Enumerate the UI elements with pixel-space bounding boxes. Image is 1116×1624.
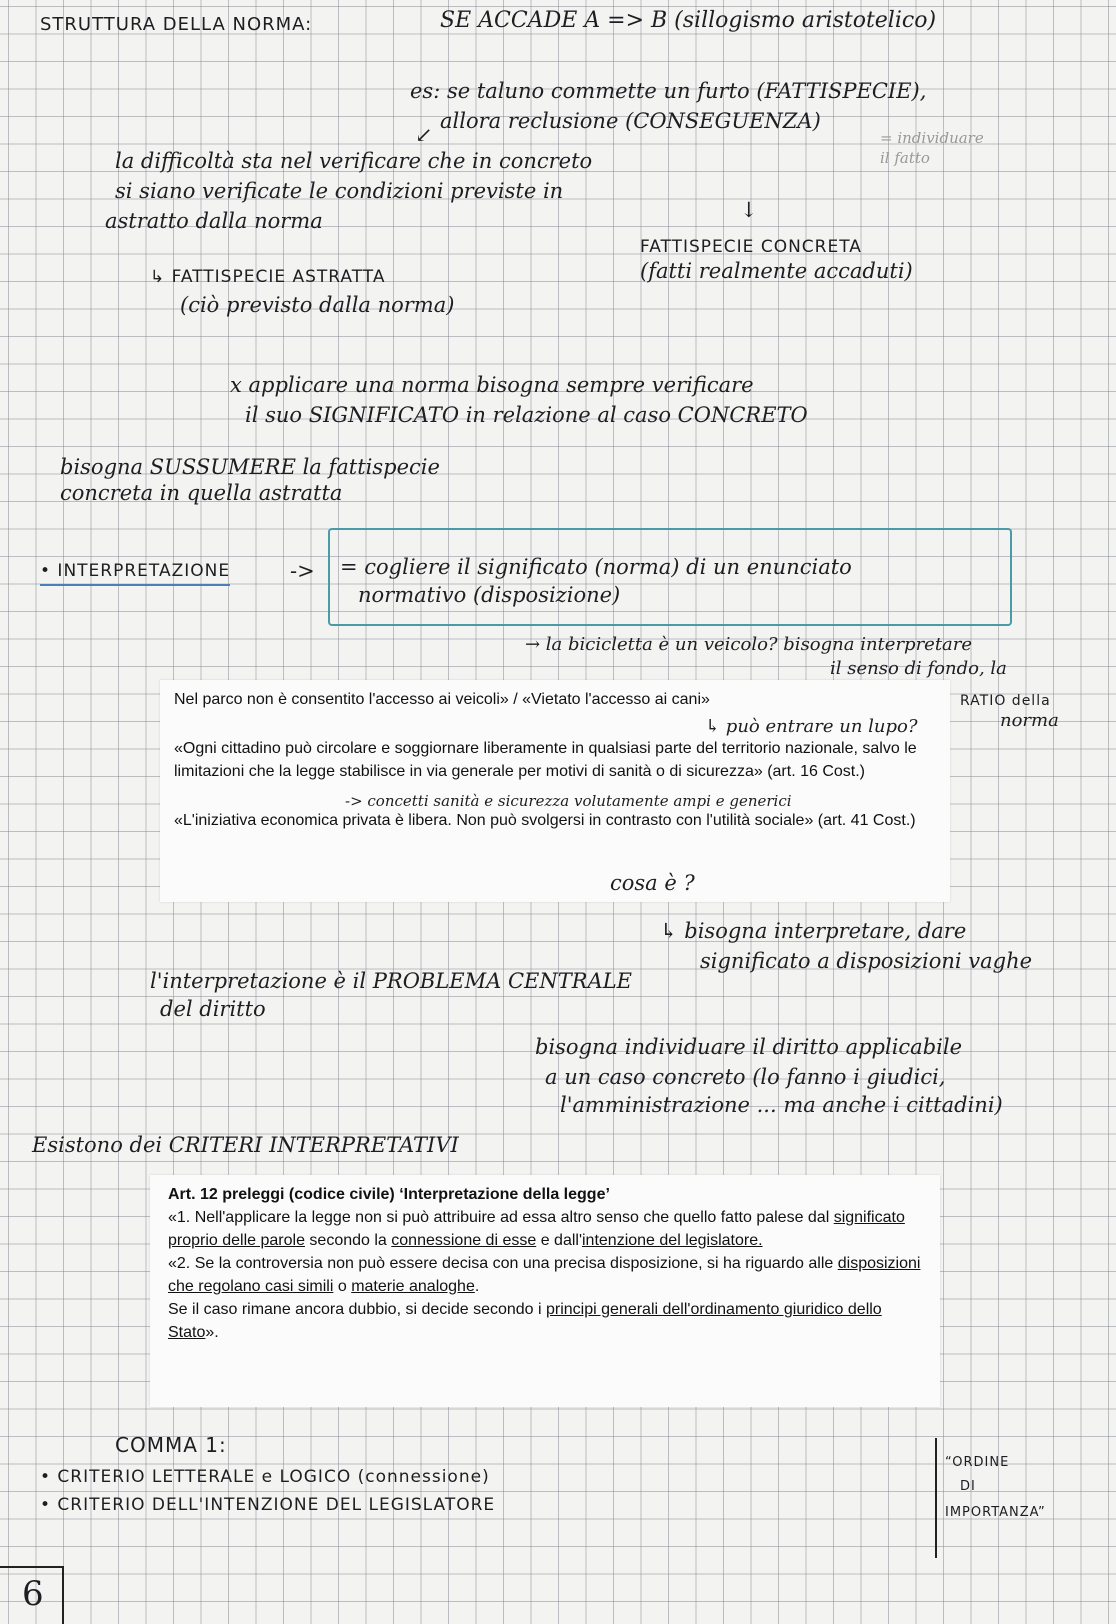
example-park: Nel parco non è consentito l'accesso ai veicoli» / «Vietato l'accesso ai cani» (174, 691, 710, 708)
order-label-3: IMPORTANZA” (945, 1505, 1046, 1520)
text: secondo la (304, 1232, 392, 1249)
bicycle-question: → la bicicletta è un veicolo? bisogna interpretare (525, 634, 973, 655)
printed-art12-clipping (150, 1175, 940, 1407)
example-art-41: «L'iniziativa economica privata è libera. Non può svolgersi in contrasto con l'utilità sociale» (art. 41 Cost.) (174, 812, 916, 829)
underlined-text: connessione di esse (391, 1232, 537, 1249)
difficulty-line-2: si siano verificate le condizioni previste in (115, 179, 564, 203)
ratio-label-2: norma (1000, 710, 1059, 731)
text: Se il caso rimane ancora dubbio, si decide secondo i (168, 1301, 546, 1318)
example-line-1: es: se taluno commette un furto (FATTISPECIE), (410, 79, 927, 103)
central-problem-2: del diritto (160, 997, 266, 1021)
page-number: 6 (22, 1574, 44, 1614)
faint-margin-note: = individuare il fatto (880, 129, 984, 167)
criterion-literal: • CRITERIO LETTERALE e LOGICO (connessione) (40, 1467, 490, 1487)
bicycle-question-2: il senso di fondo, la (830, 658, 1007, 679)
concrete-desc: (fatti realmente accaduti) (640, 259, 913, 283)
arrow-down-icon: ↓ (740, 198, 758, 222)
abstract-desc: (ciò previsto dalla norma) (180, 293, 455, 317)
subsume-line-1: bisogna SUSSUMERE la fattispecie (60, 455, 440, 479)
arrow-icon: ↙ (415, 123, 433, 147)
concrete-label: FATTISPECIE CONCRETA (640, 237, 862, 257)
text: e dall' (536, 1232, 582, 1249)
interpretation-label: • INTERPRETAZIONE (40, 558, 230, 586)
definition-line-2: normativo (disposizione) (358, 583, 621, 607)
difficulty-line-1: la difficoltà sta nel verificare che in concreto (115, 149, 593, 173)
art12-comma-2-cont (168, 1298, 922, 1344)
text: ». (205, 1324, 219, 1341)
individuate-3: l'amministrazione ... ma anche i cittadini) (560, 1093, 1003, 1117)
ratio-label: RATIO della (960, 693, 1051, 709)
art12-comma-1 (168, 1206, 922, 1252)
interpretation-arrow: -> (290, 559, 315, 583)
definition-box (328, 528, 1012, 626)
underlined-text: significato proprio delle parole (168, 1209, 905, 1249)
criterion-intention: • CRITERIO DELL'INTENZIONE DEL LEGISLATORE (40, 1495, 496, 1515)
wolf-question: ↳ può entrare un lupo? (705, 716, 918, 737)
text: «1. Nell'applicare la legge non si può attribuire ad essa altro senso che quello fatto palese dal (168, 1209, 834, 1226)
order-label-1: “ORDINE (945, 1455, 1010, 1470)
example-line-2: allora reclusione (CONSEGUENZA) (440, 109, 821, 133)
order-label-2: DI (960, 1479, 976, 1494)
need-interpret-1: ↳ bisogna interpretare, dare (660, 919, 967, 943)
art12-comma-2 (168, 1252, 922, 1298)
apply-line-1: x applicare una norma bisogna sempre verificare (230, 373, 754, 397)
difficulty-line-3: astratto dalla norma (105, 209, 323, 233)
text: o (333, 1278, 352, 1295)
central-problem-1: l'interpretazione è il PROBLEMA CENTRALE (150, 969, 633, 993)
section-title: STRUTTURA DELLA NORMA: (40, 14, 313, 35)
criteria-heading: Esistono dei CRITERI INTERPRETATIVI (32, 1133, 459, 1157)
abstract-label: ↳ FATTISPECIE ASTRATTA (150, 267, 386, 287)
underlined-text: materie analoghe (351, 1278, 475, 1295)
norm-rule: SE ACCADE A => B (sillogismo aristotelico) (440, 8, 937, 33)
vague-concepts-note: -> concetti sanità e sicurezza volutamente ampi e generici (345, 792, 792, 810)
underlined-text: intenzione del legislatore. (582, 1232, 763, 1249)
divider-line (935, 1438, 937, 1558)
comma-1-label: COMMA 1: (115, 1433, 227, 1457)
subsume-line-2: concreta in quella astratta (60, 481, 343, 505)
underlined-text: disposizioni che regolano casi simili (168, 1255, 921, 1295)
underlined-text: principi generali dell'ordinamento giuridico dello Stato (168, 1301, 882, 1341)
what-is-question: cosa è ? (610, 871, 695, 895)
apply-line-2: il suo SIGNIFICATO in relazione al caso CONCRETO (245, 403, 808, 427)
text: «2. Se la controversia non può essere decisa con una precisa disposizione, si ha riguardo alle (168, 1255, 838, 1272)
individuate-1: bisogna individuare il diritto applicabile (535, 1035, 962, 1059)
need-interpret-2: significato a disposizioni vaghe (700, 949, 1033, 973)
individuate-2: a un caso concreto (lo fanno i giudici, (545, 1065, 946, 1089)
text: . (474, 1278, 480, 1295)
page-number-box (0, 1566, 64, 1624)
example-art-16: «Ogni cittadino può circolare e soggiornare liberamente in qualsiasi parte del territorio nazionale, salvo le limitazioni che la legge stabilisce in via generale per motivi di sanità o di sicurezza» (art. 16 Cost.) (174, 740, 917, 780)
definition-line-1: = cogliere il significato (norma) di un enunciato (340, 555, 852, 579)
art12-heading: Art. 12 preleggi (codice civile) ‘Interpretazione della legge’ (168, 1186, 610, 1203)
